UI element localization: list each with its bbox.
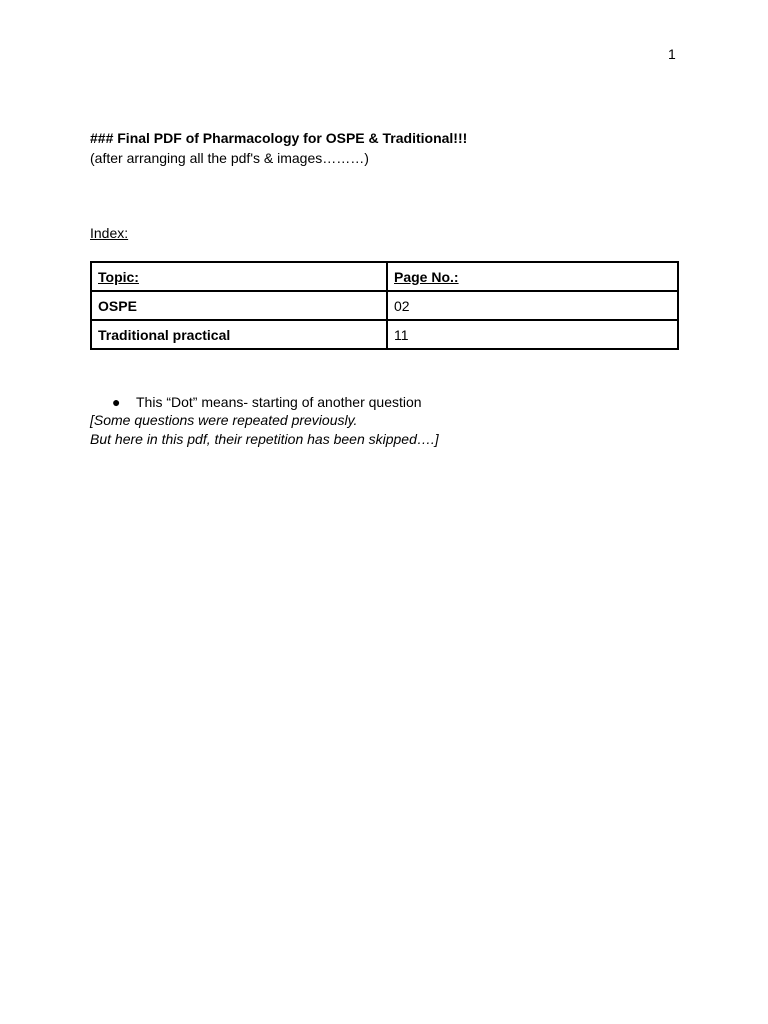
- table-header-cell: [387, 262, 678, 291]
- document-title: ### Final PDF of Pharmacology for OSPE & Traditional!!!: [90, 130, 468, 146]
- note-line: But here in this pdf, their repetition has been skipped….]: [90, 431, 439, 447]
- index-label: Index:: [90, 225, 129, 241]
- note-line: [Some questions were repeated previously.: [90, 412, 358, 428]
- table-cell-page: 02: [387, 291, 678, 320]
- table-row: [91, 320, 678, 349]
- table-row: [91, 291, 678, 320]
- table-cell-page: 11: [387, 320, 678, 349]
- header-topic: Topic:: [98, 268, 139, 285]
- table-cell-topic: OSPE: [91, 291, 387, 320]
- bullet-dot-icon: ●: [112, 394, 121, 410]
- index-table: [90, 261, 679, 350]
- bullet-text: This “Dot” means- starting of another question: [136, 394, 422, 410]
- document-subtitle: (after arranging all the pdf's & images………): [90, 150, 369, 166]
- header-page: Page No.:: [394, 268, 459, 285]
- table-cell-topic: Traditional practical: [91, 320, 387, 349]
- bullet-item: [112, 394, 422, 410]
- table-header-cell: [91, 262, 387, 291]
- table-header-row: [91, 262, 678, 291]
- page-number: 1: [668, 46, 676, 62]
